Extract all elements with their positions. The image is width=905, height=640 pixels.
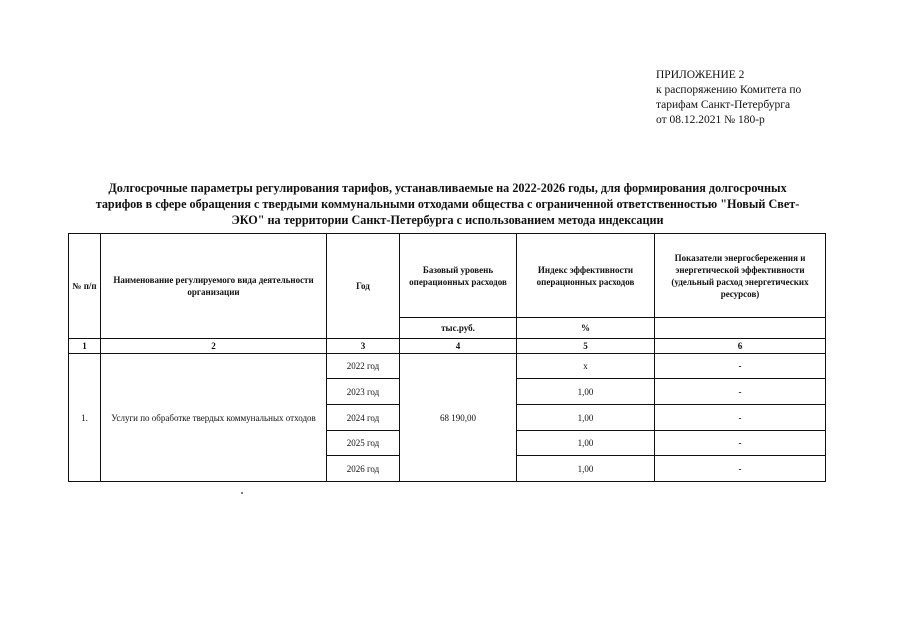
energy-indicator-cell: - <box>655 379 826 405</box>
appendix-line-3: тарифам Санкт-Петербурга <box>656 99 791 111</box>
energy-indicator-cell: - <box>655 405 826 431</box>
document-title <box>70 180 825 228</box>
unit-energy-empty <box>655 318 826 339</box>
title-line-1: Долгосрочные параметры регулирования тарифов, устанавливаемые на 2022-2026 годы, для формирования долгосрочных <box>108 181 787 195</box>
unit-efficiency-index: % <box>517 318 655 339</box>
base-cost-value: 68 190,00 <box>400 354 517 482</box>
column-number-6: 6 <box>655 339 826 354</box>
column-number-4: 4 <box>400 339 517 354</box>
appendix-line-2: к распоряжению Комитета по <box>656 84 802 96</box>
header-num: № п/п <box>69 234 101 339</box>
unit-base-cost: тыс.руб. <box>400 318 517 339</box>
row-number: 1. <box>69 354 101 482</box>
column-numbers-row <box>69 339 826 354</box>
header-row <box>69 234 826 318</box>
year-cell: 2023 год <box>327 379 400 405</box>
appendix-block <box>656 68 876 128</box>
header-year: Год <box>327 234 400 339</box>
efficiency-index-cell: 1,00 <box>517 405 655 431</box>
appendix-line-4: от 08.12.2021 № 180-р <box>656 114 765 126</box>
energy-indicator-cell: - <box>655 456 826 482</box>
column-number-2: 2 <box>101 339 327 354</box>
column-number-1: 1 <box>69 339 101 354</box>
efficiency-index-cell: 1,00 <box>517 431 655 456</box>
efficiency-index-cell: 1,00 <box>517 456 655 482</box>
efficiency-index-cell: х <box>517 354 655 379</box>
scan-speck <box>241 492 243 494</box>
header-efficiency-index: Индекс эффективности операционных расходов <box>517 234 655 318</box>
year-cell: 2022 год <box>327 354 400 379</box>
header-activity: Наименование регулируемого вида деятельности организации <box>101 234 327 339</box>
service-name: Услуги по обработке твердых коммунальных отходов <box>101 354 327 482</box>
title-line-2: тарифов в сфере обращения с твердыми коммунальными отходами общества с ограниченной ответственностью "Новый Свет- <box>95 197 800 211</box>
header-base-cost: Базовый уровень операционных расходов <box>400 234 517 318</box>
table-row <box>69 354 826 379</box>
appendix-line-1: ПРИЛОЖЕНИЕ 2 <box>656 69 745 81</box>
efficiency-index-cell: 1,00 <box>517 379 655 405</box>
year-cell: 2024 год <box>327 405 400 431</box>
year-cell: 2026 год <box>327 456 400 482</box>
title-line-3: ЭКО" на территории Санкт-Петербурга с использованием метода индексации <box>231 213 664 227</box>
header-energy-indicators: Показатели энергосбережения и энергетической эффективности (удельный расход энергетических ресурсов) <box>655 234 826 318</box>
column-number-3: 3 <box>327 339 400 354</box>
energy-indicator-cell: - <box>655 431 826 456</box>
parameters-table <box>68 233 826 482</box>
year-cell: 2025 год <box>327 431 400 456</box>
column-number-5: 5 <box>517 339 655 354</box>
energy-indicator-cell: - <box>655 354 826 379</box>
